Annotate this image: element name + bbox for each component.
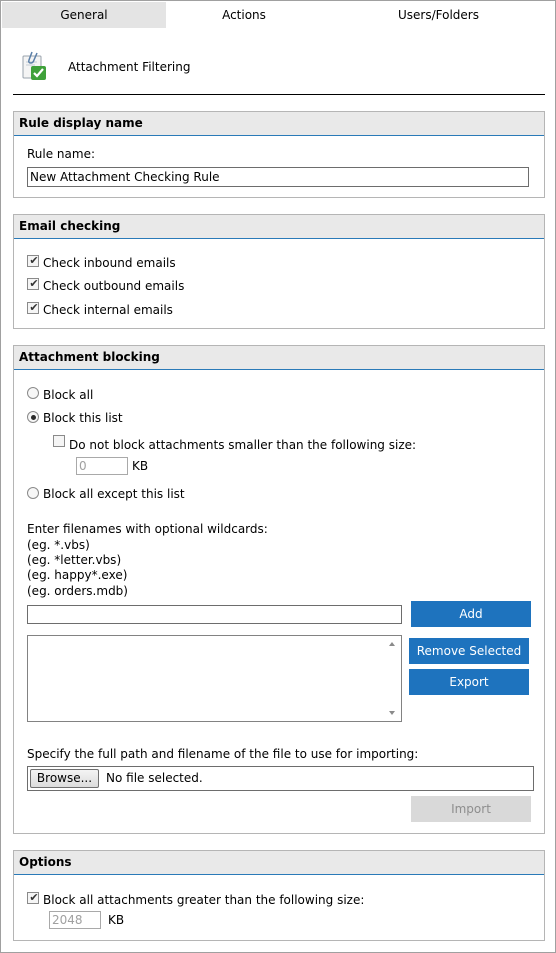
block-all-except-label: Block all except this list xyxy=(43,487,185,501)
add-button[interactable]: Add xyxy=(411,601,531,627)
checkmark-icon: ✔ xyxy=(29,254,39,267)
attachment-blocking-heading: Attachment blocking xyxy=(14,346,544,370)
remove-selected-button[interactable]: Remove Selected xyxy=(409,638,529,664)
block-this-list-label: Block this list xyxy=(43,411,123,425)
min-size-input[interactable]: 0 xyxy=(76,457,128,475)
do-not-block-small-label: Do not block attachments smaller than the following size: xyxy=(69,438,417,452)
min-size-unit: KB xyxy=(132,459,149,473)
tab-general[interactable]: General xyxy=(2,2,166,28)
wildcard-example: (eg. happy*.exe) xyxy=(27,568,128,582)
attachment-blocking-panel xyxy=(13,345,545,834)
listbox-scrollbar[interactable] xyxy=(385,636,401,721)
checkmark-icon: ✔ xyxy=(29,301,39,314)
block-all-except-radio[interactable] xyxy=(27,487,39,499)
do-not-block-small-checkbox[interactable] xyxy=(53,435,65,447)
rule-display-heading: Rule display name xyxy=(14,112,544,136)
tab-actions[interactable]: Actions xyxy=(222,8,266,22)
tab-users-folders[interactable]: Users/Folders xyxy=(398,8,479,22)
radio-selected-dot xyxy=(31,415,36,420)
check-inbound-checkbox[interactable] xyxy=(27,255,39,267)
wildcard-example: (eg. orders.mdb) xyxy=(27,584,128,598)
browse-button[interactable]: Browse... xyxy=(30,769,99,788)
rule-name-input[interactable]: New Attachment Checking Rule xyxy=(27,167,529,187)
wildcard-instructions: Enter filenames with optional wildcards: xyxy=(27,522,268,536)
filename-listbox[interactable] xyxy=(27,635,402,722)
tab-bar xyxy=(2,2,555,28)
file-picker xyxy=(27,766,534,791)
email-checking-panel xyxy=(13,214,545,329)
check-inbound-label: Check inbound emails xyxy=(43,256,176,270)
options-heading: Options xyxy=(14,851,544,875)
header-divider xyxy=(13,94,545,95)
block-all-label: Block all xyxy=(43,388,94,402)
block-greater-label: Block all attachments greater than the following size: xyxy=(43,893,365,907)
scroll-down-icon[interactable] xyxy=(389,711,395,715)
filename-input[interactable] xyxy=(27,605,402,624)
check-outbound-label: Check outbound emails xyxy=(43,279,185,293)
max-size-input[interactable]: 2048 xyxy=(49,911,101,929)
page-title: Attachment Filtering xyxy=(68,60,191,74)
check-outbound-checkbox[interactable] xyxy=(27,278,39,290)
import-button[interactable]: Import xyxy=(411,796,531,822)
check-internal-checkbox[interactable] xyxy=(27,302,39,314)
rule-display-panel xyxy=(13,111,545,198)
file-status: No file selected. xyxy=(106,771,203,785)
check-internal-label: Check internal emails xyxy=(43,303,173,317)
wildcard-example: (eg. *letter.vbs) xyxy=(27,553,122,567)
checkmark-icon: ✔ xyxy=(29,891,39,904)
export-button[interactable]: Export xyxy=(409,669,529,695)
wildcard-example: (eg. *.vbs) xyxy=(27,538,90,552)
block-this-list-radio[interactable] xyxy=(27,411,39,423)
block-all-radio[interactable] xyxy=(27,387,39,399)
options-panel xyxy=(13,850,545,941)
rule-name-label: Rule name: xyxy=(27,147,96,161)
import-path-label: Specify the full path and filename of the file to use for importing: xyxy=(27,747,419,761)
attachment-filter-icon xyxy=(20,50,48,82)
email-checking-heading: Email checking xyxy=(14,215,544,239)
max-size-unit: KB xyxy=(108,913,125,927)
checkmark-icon: ✔ xyxy=(29,277,39,290)
scroll-up-icon[interactable] xyxy=(389,642,395,646)
block-greater-checkbox[interactable] xyxy=(27,892,39,904)
